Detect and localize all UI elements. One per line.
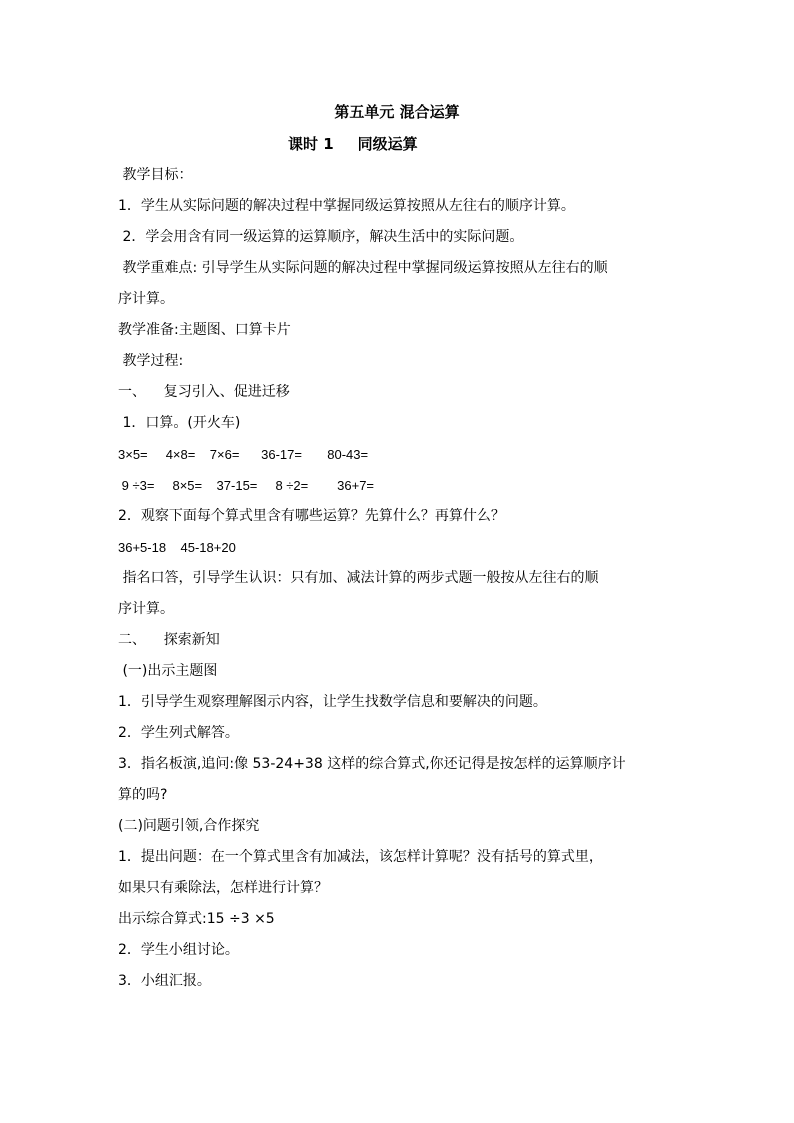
text-line: 教学过程: — [118, 353, 184, 369]
text-line: 1．引导学生观察理解图示内容，让学生找数学信息和要解决的问题。 — [118, 694, 547, 710]
text-line: 算的吗? — [118, 787, 168, 803]
text-line: 1．学生从实际问题的解决过程中掌握同级运算按照从左往右的顺序计算。 — [118, 198, 575, 214]
text-line: 1．口算。(开火车) — [118, 415, 241, 431]
text-line: (二)问题引领,合作探究 — [118, 818, 260, 834]
text-line: 教学准备:主题图、口算卡片 — [118, 322, 291, 338]
text-line: 出示综合算式:15 ÷3 ×5 — [118, 911, 275, 927]
text-line: 指名口答，引导学生认识：只有加、减法计算的两步式题一般按从左往右的顺 — [118, 570, 599, 586]
lesson-title — [288, 134, 418, 154]
lesson-body — [118, 160, 688, 997]
text-line: 序计算。 — [118, 291, 174, 307]
text-line: 2．观察下面每个算式里含有哪些运算？先算什么？再算什么？ — [118, 508, 505, 524]
text-line: 2．学会用含有同一级运算的运算顺序，解决生活中的实际问题。 — [118, 229, 524, 245]
section-heading: 二、 探索新知 — [118, 632, 220, 648]
text-line: 3．指名板演,追问:像 53-24+38 这样的综合算式,你还记得是按怎样的运算顺序计 — [118, 756, 626, 772]
text-line: 2．学生列式解答。 — [118, 725, 239, 741]
lesson-number: 课时 1 — [288, 135, 334, 153]
math-row: 9 ÷3= 8×5= 37-15= 8 ÷2= 36+7= — [118, 478, 375, 493]
lesson-topic: 同级运算 — [357, 135, 418, 153]
text-line: 教学重难点: 引导学生从实际问题的解决过程中掌握同级运算按照从左往右的顺 — [118, 260, 608, 276]
text-line: 3．小组汇报。 — [118, 973, 211, 989]
unit-title: 第五单元 混合运算 — [334, 103, 460, 121]
math-row: 3×5= 4×8= 7×6= 36-17= 80-43= — [118, 447, 369, 462]
text-line: 教学目标： — [118, 167, 193, 183]
math-row: 36+5-18 45-18+20 — [118, 540, 236, 555]
text-line: 如果只有乘除法，怎样进行计算？ — [118, 880, 328, 896]
section-heading: 一、 复习引入、促进迁移 — [118, 384, 290, 400]
text-line: (一)出示主题图 — [118, 663, 218, 679]
text-line: 序计算。 — [118, 601, 174, 617]
text-line: 2．学生小组讨论。 — [118, 942, 239, 958]
text-line: 1．提出问题：在一个算式里含有加减法，该怎样计算呢？没有括号的算式里， — [118, 849, 603, 865]
